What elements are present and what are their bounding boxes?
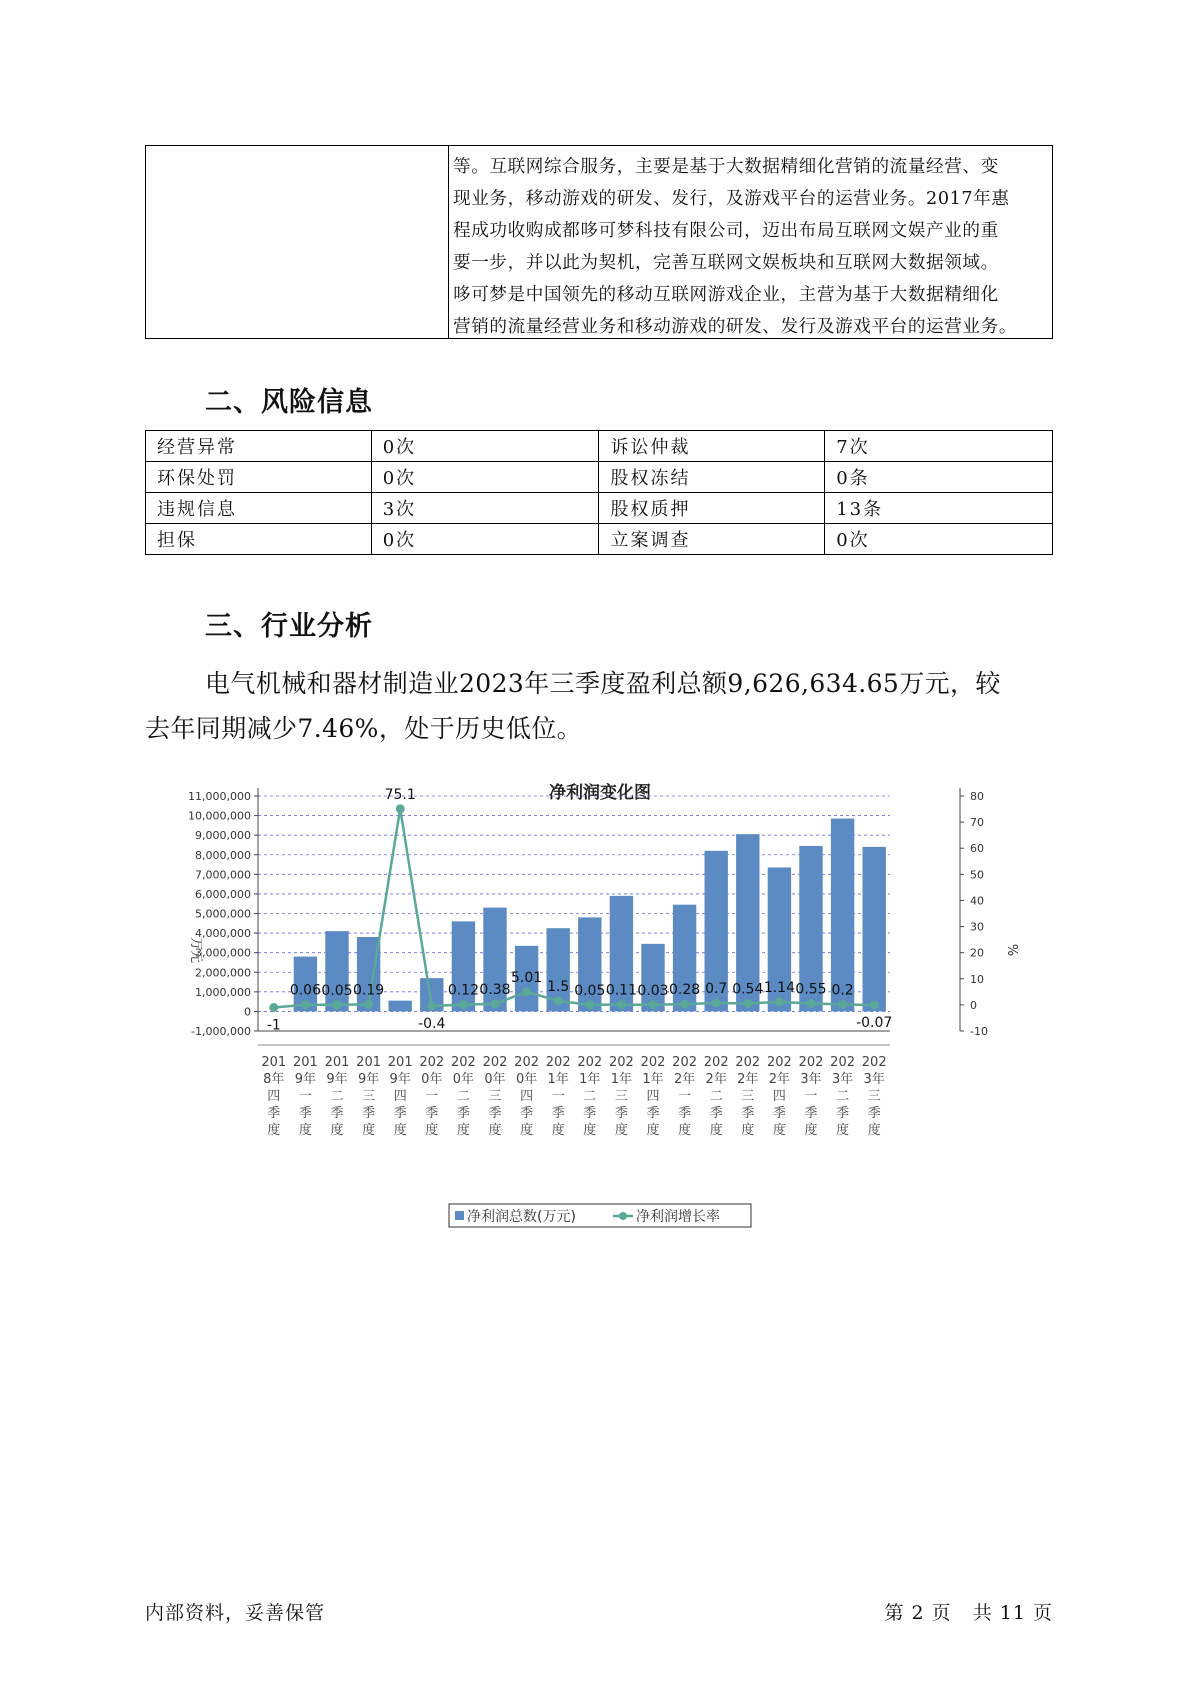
intro-line: 营销的流量经营业务和移动游戏的研发、发行及游戏平台的运营业务。: [453, 317, 1018, 337]
growth-point: [522, 987, 531, 996]
growth-label: 1.14: [763, 979, 795, 996]
risk-label: 立案调查: [599, 524, 825, 555]
y-tick-label: 4,000,000: [195, 927, 251, 941]
x-tick-label-line: 季: [709, 1106, 723, 1121]
y-tick-label: 10,000,000: [188, 809, 251, 823]
intro-label-cell: [146, 146, 449, 338]
footer-confidential: 内部资料，妥善保管: [145, 1602, 326, 1624]
x-tick-label-line: 三: [867, 1089, 881, 1104]
x-tick-label-line: 201: [356, 1055, 382, 1070]
x-tick-label-line: 度: [583, 1123, 597, 1138]
x-tick-label: [546, 1055, 571, 1138]
net-profit-chart: [170, 770, 1030, 1230]
risk-heading: 二、风险信息: [205, 387, 373, 418]
x-tick-label: [293, 1055, 318, 1138]
y-tick-label: 3,000,000: [195, 946, 251, 960]
risk-label: 诉讼仲裁: [599, 431, 825, 462]
x-tick-label-line: 度: [614, 1123, 628, 1138]
x-tick-label: [862, 1055, 887, 1138]
x-tick-label-line: 三: [488, 1089, 502, 1104]
risk-value: 0次: [825, 524, 1053, 555]
x-tick-label-line: 三: [614, 1089, 628, 1104]
x-tick-label-line: 季: [551, 1106, 565, 1121]
y2-tick-label: 70: [970, 816, 984, 830]
growth-label: -1: [266, 1017, 281, 1034]
x-tick-label: [325, 1055, 350, 1138]
x-tick-label-line: 201: [261, 1055, 287, 1070]
x-tick-label: [704, 1055, 729, 1138]
risk-label: 违规信息: [146, 493, 372, 524]
legend-line-marker: [619, 1212, 627, 1220]
x-tick-label: [767, 1055, 792, 1138]
growth-point: [427, 1001, 436, 1010]
x-tick-label-line: 202: [577, 1055, 603, 1070]
y-tick-label: 11,000,000: [188, 790, 251, 803]
chart-title: 净利润变化图: [549, 783, 651, 803]
intro-line: 要一步，并以此为契机，完善互联网文娱板块和互联网大数据领域。: [453, 253, 999, 273]
x-tick-label-line: 度: [804, 1123, 818, 1138]
x-tick-label-line: 度: [772, 1123, 786, 1138]
y2-tick-label: 60: [970, 842, 984, 856]
x-tick-label-line: 度: [836, 1123, 850, 1138]
x-tick-label-line: 季: [614, 1106, 628, 1121]
x-tick-label: [261, 1055, 286, 1138]
growth-label: -0.07: [856, 1015, 893, 1032]
x-tick-label-line: 201: [292, 1055, 318, 1070]
growth-point: [743, 999, 752, 1008]
risk-value: 3次: [371, 493, 599, 524]
growth-label: 0.7: [705, 981, 728, 998]
x-tick-label-line: 季: [330, 1106, 344, 1121]
y-tick-label: 9,000,000: [195, 829, 251, 843]
growth-point: [838, 1000, 847, 1009]
intro-line: 现业务，移动游戏的研发、发行，及游戏平台的运营业务。2017年惠: [453, 189, 1010, 209]
x-tick-label-line: 2年: [673, 1072, 696, 1087]
bar: [325, 931, 348, 1011]
table-row: [146, 493, 1053, 524]
intro-line: 等。互联网综合服务，主要是基于大数据精细化营销的流量经营、变: [453, 157, 999, 177]
risk-value: 7次: [825, 431, 1053, 462]
x-tick-label-line: 度: [425, 1123, 439, 1138]
x-tick-label-line: 度: [646, 1123, 660, 1138]
x-tick-label-line: 二: [836, 1089, 850, 1104]
legend-line-label: 净利润增长率: [636, 1209, 720, 1225]
table-row: [146, 462, 1053, 493]
x-tick-label: [388, 1055, 413, 1138]
x-tick-label-line: 季: [298, 1106, 312, 1121]
growth-point: [585, 1000, 594, 1009]
x-tick-label: [451, 1055, 476, 1138]
x-tick-label-line: 2年: [737, 1072, 759, 1087]
x-tick-label-line: 度: [709, 1123, 723, 1138]
growth-label: 0.19: [353, 982, 385, 999]
x-tick-label: [672, 1055, 697, 1138]
x-tick-label-line: 0年: [421, 1072, 443, 1087]
growth-point: [680, 1000, 689, 1009]
x-tick-label-line: 1年: [579, 1072, 601, 1087]
x-tick-label-line: 一: [678, 1089, 692, 1104]
x-tick-label-line: 度: [393, 1123, 407, 1138]
risk-value: 0条: [825, 462, 1053, 493]
x-tick-label-line: 2年: [705, 1072, 727, 1087]
risk-label: 担保: [146, 524, 372, 555]
x-tick-label-line: 0年: [484, 1072, 506, 1087]
growth-label: 5.01: [511, 969, 543, 986]
bar: [389, 1001, 412, 1012]
risk-label: 经营异常: [146, 431, 372, 462]
risk-value: 0次: [371, 431, 599, 462]
x-tick-label-line: 9年: [389, 1072, 411, 1087]
x-tick-label: [641, 1055, 666, 1138]
intro-line: 哆可梦是中国领先的移动互联网游戏企业，主营为基于大数据精细化: [453, 285, 999, 305]
intro-table: [145, 145, 1053, 339]
x-tick-label-line: 季: [772, 1106, 786, 1121]
x-tick-label-line: 四: [267, 1089, 281, 1104]
growth-label: -0.4: [418, 1015, 446, 1032]
y-tick-label: 2,000,000: [195, 966, 251, 980]
x-tick-label-line: 202: [735, 1055, 761, 1070]
y-tick-label: 1,000,000: [195, 985, 251, 999]
growth-point: [269, 1003, 278, 1012]
x-tick-label-line: 0年: [452, 1072, 475, 1087]
bar: [863, 847, 886, 1011]
x-tick-label-line: 201: [324, 1055, 350, 1070]
x-tick-label-line: 度: [330, 1123, 344, 1138]
industry-heading: 三、行业分析: [205, 611, 373, 642]
x-tick-label-line: 202: [514, 1055, 540, 1070]
risk-value: 13条: [825, 493, 1053, 524]
x-tick-label-line: 季: [267, 1106, 281, 1121]
y-tick-label: 0: [244, 1005, 251, 1019]
y2-tick-label: 80: [970, 790, 984, 803]
x-tick-label: [483, 1055, 508, 1138]
x-tick-label-line: 季: [488, 1106, 502, 1121]
x-tick-label-line: 度: [741, 1123, 755, 1138]
y2-tick-label: 40: [970, 894, 984, 908]
table-row: [146, 431, 1053, 462]
x-tick-label-line: 度: [867, 1123, 881, 1138]
x-tick-label-line: 202: [798, 1055, 824, 1070]
growth-label: 0.54: [732, 981, 764, 998]
x-tick-label-line: 9年: [357, 1072, 380, 1087]
y2-tick-label: 10: [970, 972, 984, 986]
x-tick-label-line: 202: [861, 1055, 887, 1070]
x-tick-label-line: 202: [640, 1055, 666, 1070]
x-tick-label-line: 季: [836, 1106, 850, 1121]
x-tick-label-line: 四: [646, 1089, 660, 1104]
growth-point: [459, 1000, 468, 1009]
x-tick-label-line: 二: [583, 1089, 597, 1104]
growth-point: [364, 1000, 373, 1009]
x-tick-label-line: 四: [393, 1089, 407, 1104]
x-tick-label-line: 202: [703, 1055, 729, 1070]
x-tick-label: [830, 1055, 855, 1138]
x-tick-labels: [261, 1055, 886, 1138]
y-tick-label: 7,000,000: [195, 868, 251, 882]
growth-label: 0.06: [289, 982, 321, 999]
x-tick-label-line: 202: [766, 1055, 792, 1070]
x-tick-label-line: 季: [425, 1106, 439, 1121]
x-tick-label: [514, 1055, 539, 1138]
x-tick-label-line: 1年: [547, 1072, 569, 1087]
x-tick-label-line: 1年: [642, 1072, 664, 1087]
y2-tick-label: 20: [970, 946, 984, 960]
x-tick-label-line: 201: [387, 1055, 413, 1070]
y2-axis-label: %: [1004, 943, 1019, 957]
risk-label: 股权质押: [599, 493, 825, 524]
x-tick-label-line: 季: [804, 1106, 818, 1121]
growth-label: 0.12: [447, 982, 479, 999]
x-tick-label-line: 202: [450, 1055, 476, 1070]
x-tick-label: [356, 1055, 381, 1138]
x-tick-label-line: 三: [741, 1089, 755, 1104]
x-tick-label-line: 9年: [326, 1072, 348, 1087]
x-tick-label-line: 季: [520, 1106, 534, 1121]
risk-table: [145, 430, 1053, 555]
x-tick-label: [735, 1055, 760, 1138]
y-tick-label: 6,000,000: [195, 887, 251, 901]
growth-point: [617, 1000, 626, 1009]
x-tick-label-line: 度: [488, 1123, 502, 1138]
x-tick-label-line: 一: [425, 1089, 439, 1104]
growth-point: [491, 999, 500, 1008]
x-tick-label-line: 二: [456, 1089, 470, 1104]
x-tick-label-line: 三: [362, 1089, 376, 1104]
legend-bar-swatch: [455, 1211, 464, 1220]
x-tick-label-line: 季: [646, 1106, 660, 1121]
risk-label: 股权冻结: [599, 462, 825, 493]
x-tick-label-line: 二: [709, 1089, 723, 1104]
x-tick-label-line: 度: [456, 1123, 470, 1138]
x-tick-label-line: 二: [330, 1089, 344, 1104]
y-axis-label: 万元: [188, 936, 203, 964]
x-tick-label-line: 3年: [800, 1072, 822, 1087]
growth-label: 0.28: [669, 982, 701, 999]
growth-point: [396, 804, 405, 813]
x-tick-label-line: 季: [741, 1106, 755, 1121]
growth-point: [301, 1000, 310, 1009]
table-row: [146, 524, 1053, 555]
growth-point: [712, 999, 721, 1008]
x-tick-label-line: 季: [393, 1106, 407, 1121]
x-tick-label-line: 9年: [294, 1072, 317, 1087]
x-tick-label-line: 8年: [263, 1072, 285, 1087]
x-tick-label-line: 四: [772, 1089, 786, 1104]
x-tick-label-line: 一: [804, 1089, 818, 1104]
x-tick-label-line: 季: [678, 1106, 692, 1121]
risk-value: 0次: [371, 524, 599, 555]
x-tick-label: [799, 1055, 824, 1138]
y2-tick-label: 0: [970, 998, 977, 1012]
x-tick-label-line: 度: [267, 1123, 281, 1138]
growth-label: 75.1: [384, 786, 416, 803]
x-tick-label-line: 2年: [768, 1072, 791, 1087]
x-tick-label-line: 一: [551, 1089, 565, 1104]
growth-point: [554, 996, 563, 1005]
x-tick-label: [419, 1055, 444, 1138]
y-tick-label: 8,000,000: [195, 848, 251, 862]
industry-paragraph-line2: 去年同期减少7.46%，处于历史低位。: [145, 714, 583, 743]
x-tick-label-line: 一: [298, 1089, 312, 1104]
x-tick-label-line: 202: [830, 1055, 856, 1070]
x-tick-label-line: 202: [482, 1055, 508, 1070]
x-tick-label-line: 季: [583, 1106, 597, 1121]
growth-label: 0.2: [831, 982, 854, 999]
x-tick-label-line: 202: [545, 1055, 571, 1070]
y-tick-label: -1,000,000: [191, 1025, 251, 1038]
industry-paragraph-line1: 电气机械和器材制造业2023年三季度盈利总额9,626,634.65万元，较: [205, 669, 1001, 698]
x-tick-label-line: 季: [867, 1106, 881, 1121]
chart-legend: [449, 1204, 751, 1227]
risk-value: 0次: [371, 462, 599, 493]
x-tick-label: [577, 1055, 602, 1138]
line-series: [267, 787, 893, 1034]
growth-point: [649, 1000, 658, 1009]
y-tick-label: 5,000,000: [195, 907, 251, 921]
x-tick-label-line: 度: [678, 1123, 692, 1138]
growth-point: [807, 999, 816, 1008]
legend-bar-label: 净利润总数(万元): [467, 1209, 576, 1225]
growth-label: 0.55: [795, 981, 827, 998]
growth-label: 0.11: [605, 982, 637, 999]
growth-label: 0.05: [321, 982, 353, 999]
growth-label: 0.05: [574, 982, 606, 999]
growth-point: [775, 997, 784, 1006]
x-tick-label-line: 0年: [515, 1072, 538, 1087]
x-tick-label-line: 度: [362, 1123, 376, 1138]
x-tick-label-line: 季: [456, 1106, 470, 1121]
x-tick-label-line: 度: [520, 1123, 534, 1138]
growth-point: [870, 1001, 879, 1010]
y2-tick-label: 30: [970, 920, 984, 934]
page-number: 第 2 页 共 11 页: [884, 1602, 1053, 1624]
x-tick-label: [609, 1055, 634, 1138]
x-tick-label-line: 四: [520, 1089, 534, 1104]
x-tick-label-line: 3年: [863, 1072, 885, 1087]
growth-label: 0.03: [637, 982, 669, 999]
x-tick-label-line: 季: [362, 1106, 376, 1121]
x-tick-label-line: 202: [608, 1055, 634, 1070]
growth-label: 1.5: [547, 978, 570, 995]
growth-label: 0.38: [479, 981, 511, 998]
x-tick-label-line: 202: [672, 1055, 698, 1070]
growth-point: [333, 1000, 342, 1009]
risk-label: 环保处罚: [146, 462, 372, 493]
x-tick-label-line: 3年: [831, 1072, 854, 1087]
x-tick-label-line: 度: [551, 1123, 565, 1138]
intro-line: 程成功收购成都哆可梦科技有限公司，迈出布局互联网文娱产业的重: [453, 221, 999, 241]
y2-tick-label: -10: [970, 1025, 988, 1038]
x-tick-label-line: 1年: [610, 1072, 633, 1087]
x-tick-label-line: 202: [419, 1055, 445, 1070]
y2-tick-label: 50: [970, 868, 984, 882]
intro-content-cell: [449, 146, 1052, 338]
x-tick-label-line: 度: [298, 1123, 312, 1138]
